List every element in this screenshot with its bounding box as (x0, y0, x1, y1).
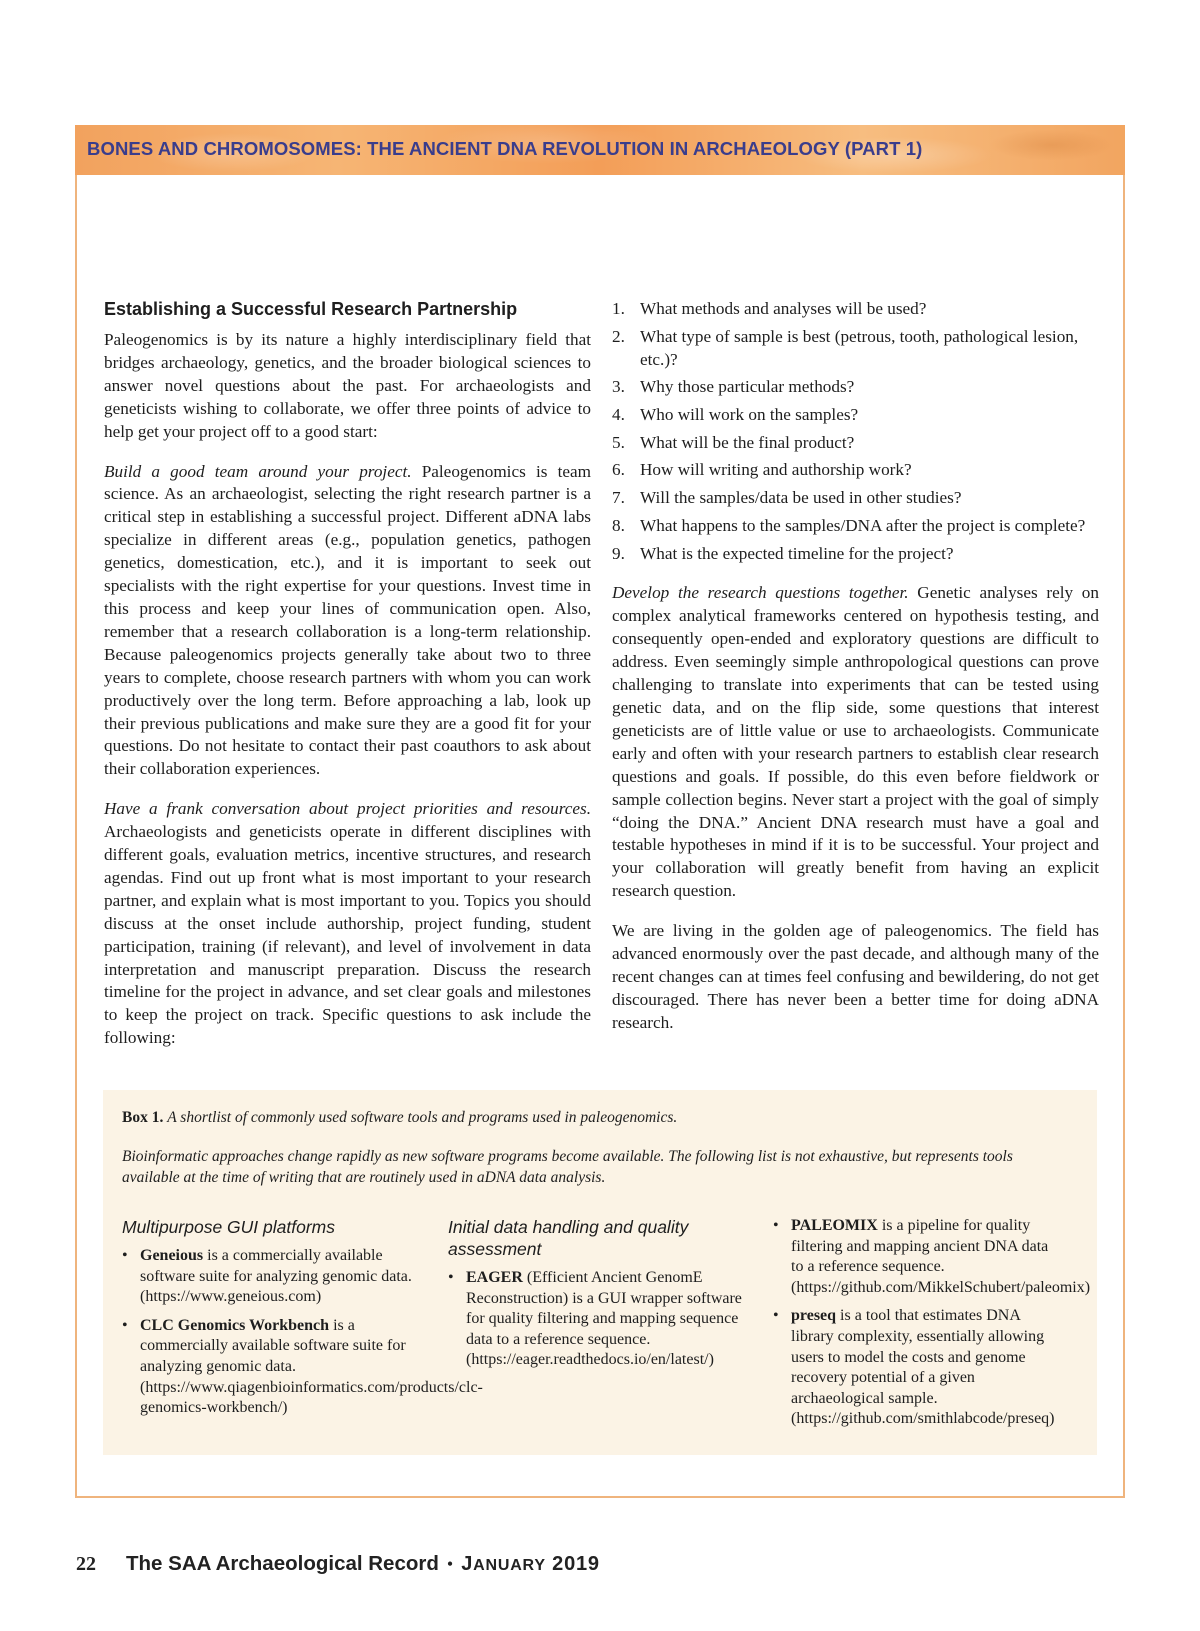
tool-description: is a commercially available software suite for analyzing genomic data. (https://www.geneious.com) (140, 1247, 412, 1306)
questions-list (612, 298, 1099, 565)
question-number: 7. (612, 488, 625, 508)
box-column-continued (773, 1216, 1091, 1438)
tool-name: EAGER (466, 1269, 523, 1286)
tool-list (773, 1216, 1091, 1430)
series-banner (75, 125, 1125, 175)
list-item (448, 1268, 748, 1371)
list-item (122, 1246, 422, 1308)
publication-title: The SAA Archaeological Record (126, 1552, 439, 1575)
box-column-gui (122, 1216, 483, 1427)
list-item (612, 298, 1099, 321)
list-item (612, 404, 1099, 427)
issue-month-initial: J (461, 1553, 474, 1575)
question-text: What is the expected timeline for the project? (640, 543, 954, 563)
advice-paragraph-priorities (104, 798, 591, 1050)
tool-description: (Efficient Ancient GenomE Reconstruction) is a GUI wrapper software for quality filtering and mapping sequence data to a reference sequence. (https://eager.readthedocs.io/en/latest/) (466, 1269, 742, 1369)
question-number: 9. (612, 543, 625, 563)
tool-name: Geneious (140, 1247, 204, 1264)
question-number: 1. (612, 299, 625, 318)
list-item (773, 1216, 1091, 1298)
advice-body-questions: Genetic analyses rely on complex analytical frameworks centered on hypothesis testing, and consequently open-ended and exploratory questions are difficult to address. Even seemingly simple anthropological questions can prove challenging to translate into experiments that can be tested using genetic data, and on the flip side, some questions that interest geneticists are of little value or use to archaeologists. Communicate early and often with your research partners to establish clear research questions and goals. If possible, do this even before fieldwork or sample collection begins. Never start a project with the goal of simply “doing the DNA.” Ancient DNA research must have a goal and testable hypotheses in mind if it is to be successful. Your project and your collaboration will greatly benefit from having an explicit research question. (612, 583, 1099, 901)
list-item (612, 326, 1099, 372)
box-caption-label: Box 1. (122, 1109, 164, 1126)
tool-name: preseq (791, 1307, 837, 1325)
software-box (103, 1090, 1097, 1455)
issue-date (461, 1553, 600, 1575)
question-text: Will the samples/data be used in other studies? (640, 488, 962, 508)
issue-month-rest: ANUARY (473, 1557, 546, 1574)
bullet-icon: • (122, 1247, 128, 1264)
bullet-icon: • (773, 1217, 779, 1234)
advice-paragraph-team (104, 461, 591, 782)
left-column (104, 298, 591, 1067)
question-text: How will writing and authorship work? (640, 460, 912, 480)
list-item (612, 515, 1099, 538)
list-item (612, 543, 1099, 566)
question-text: Why those particular methods? (640, 377, 855, 397)
bullet-icon: • (448, 1269, 454, 1286)
tool-list (448, 1268, 748, 1371)
box-column-data-handling (448, 1216, 748, 1379)
question-number: 8. (612, 515, 625, 535)
advice-lead-questions: Develop the research questions together. (612, 583, 909, 603)
tool-list (122, 1246, 483, 1419)
bullet-icon: • (773, 1307, 779, 1325)
bullet-icon: • (122, 1316, 128, 1334)
advice-paragraph-questions (612, 582, 1099, 903)
box-intro: Bioinformatic approaches change rapidly as new software programs become available. The following list is not exhaustive, but represents tools available at the time of writing that are routinely used in aDNA data analysis. (122, 1148, 1013, 1186)
page-footer (76, 1552, 600, 1576)
list-item (612, 376, 1099, 399)
tool-description: is a pipeline for quality filtering and mapping ancient DNA data to a reference sequence. (https://github.com/MikkelSchubert/paleomix) (791, 1217, 1091, 1296)
box-column-heading: Initial data handling and quality assessment (448, 1217, 689, 1259)
question-number: 2. (612, 326, 625, 346)
advice-lead-team: Build a good team around your project. (104, 461, 412, 481)
footer-separator: • (446, 1554, 454, 1574)
question-number: 3. (612, 377, 625, 397)
series-title: BONES AND CHROMOSOMES: THE ANCIENT DNA REVOLUTION IN ARCHAEOLOGY (PART 1) (87, 138, 923, 159)
question-number: 6. (612, 460, 625, 480)
list-item (612, 459, 1099, 482)
tool-name: PALEOMIX (791, 1217, 878, 1234)
box-caption (122, 1108, 677, 1128)
advice-lead-priorities: Have a frank conversation about project priorities and resources. (104, 799, 591, 819)
list-item (773, 1306, 1063, 1430)
conclusion-paragraph: We are living in the golden age of paleogenomics. The field has advanced enormously over the past decade, and although many of the recent changes can at times feel confusing and bewildering, do not get discouraged. There has never been a better time for doing aDNA research. (612, 921, 1099, 1032)
question-text: What will be the final product? (640, 432, 855, 452)
box-caption-text: A shortlist of commonly used software tools and programs used in paleogenomics. (167, 1109, 678, 1126)
question-text: What type of sample is best (petrous, tooth, pathological lesion, etc.)? (640, 326, 1079, 369)
page-number: 22 (76, 1553, 96, 1575)
tool-name: CLC Genomics Workbench (140, 1316, 330, 1334)
issue-year: 2019 (552, 1553, 600, 1575)
question-text: What happens to the samples/DNA after the project is complete? (640, 515, 1086, 535)
question-text: What methods and analyses will be used? (640, 299, 927, 318)
intro-paragraph: Paleogenomics is by its nature a highly interdisciplinary field that bridges archaeology, genetics, and the broader biological sciences to answer novel questions about the past. For archaeologists and geneticists wishing to collaborate, we offer three points of advice to help get your project off to a good start: (104, 330, 591, 441)
question-number: 5. (612, 432, 625, 452)
list-item (612, 432, 1099, 455)
tool-description: is a commercially available software suite for analyzing genomic data. (https://www.qiagenbioinformatics.com/products/clc-genomics-workbench/) (140, 1316, 483, 1417)
right-column (612, 298, 1099, 1052)
section-heading: Establishing a Successful Research Partnership (104, 299, 518, 319)
list-item (612, 487, 1099, 510)
question-text: Who will work on the samples? (640, 405, 859, 425)
tool-description: is a tool that estimates DNA library complexity, essentially allowing users to model the costs and genome recovery potential of a given archaeological sample. (https://github.com/smithlabcode/preseq) (791, 1307, 1055, 1428)
question-number: 4. (612, 405, 625, 425)
advice-body-team: Paleogenomics is team science. As an archaeologist, selecting the right research partner is a critical step in establishing a successful project. Different aDNA labs specialize in different areas (e.g., population genetics, pathogen genetics, domestication, etc.), and it is important to seek out specialists with the right expertise for your questions. Invest time in this process and keep your lines of communication open. Also, remember that a research collaboration is a long-term relationship. Because paleogenomics projects generally take about two to three years to complete, choose research partners with whom you can work productively over the long term. Before approaching a lab, look up their previous publications and make sure they are a good fit for your questions. Do not hesitate to contact their past coauthors to ask about their collaboration experiences. (104, 461, 591, 779)
box-column-heading: Multipurpose GUI platforms (122, 1217, 335, 1237)
advice-body-priorities: Archaeologists and geneticists operate in different disciplines with different goals, evaluation metrics, incentive structures, and research agendas. Find out up front what is most important to your research partner, and explain what is most important to you. Topics you should discuss at the onset include authorship, project funding, student participation, training (if relevant), and level of involvement in data interpretation and manuscript preparation. Discuss the research timeline for the project in advance, and set clear goals and milestones to keep the project on track. Specific questions to ask include the following: (104, 822, 591, 1048)
list-item (122, 1316, 483, 1419)
